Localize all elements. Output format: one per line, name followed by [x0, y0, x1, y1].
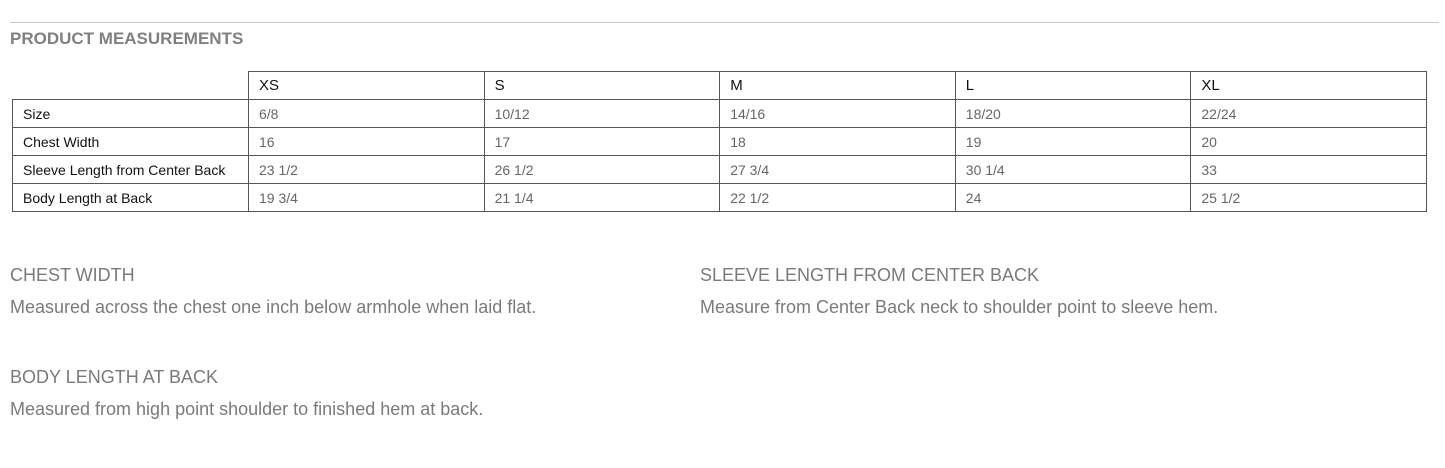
column-header-xs: XS: [249, 72, 485, 100]
table-cell: 27 3/4: [720, 156, 956, 184]
top-divider: [10, 22, 1439, 23]
table-cell: 14/16: [720, 100, 956, 128]
table-cell: 30 1/4: [955, 156, 1191, 184]
table-header-row: [13, 72, 1427, 100]
sleeve-length-title: SLEEVE LENGTH FROM CENTER BACK: [700, 265, 1040, 285]
table-cell: 19 3/4: [249, 184, 485, 212]
table-cell: 20: [1191, 128, 1427, 156]
table-cell: 17: [484, 128, 720, 156]
table-cell: 16: [249, 128, 485, 156]
table-cell: 24: [955, 184, 1191, 212]
table-row-sleeve-length: [13, 156, 1427, 184]
row-label: Sleeve Length from Center Back: [13, 156, 249, 184]
row-label: Chest Width: [13, 128, 249, 156]
table-cell: 33: [1191, 156, 1427, 184]
body-length-title: BODY LENGTH AT BACK: [10, 367, 219, 387]
header-corner-cell: [13, 72, 249, 100]
chest-width-title: CHEST WIDTH: [10, 265, 135, 285]
table-cell: 23 1/2: [249, 156, 485, 184]
row-label: Size: [13, 100, 249, 128]
table-cell: 26 1/2: [484, 156, 720, 184]
sleeve-length-description: Measure from Center Back neck to shoulder point to sleeve hem.: [700, 297, 1219, 317]
column-header-l: L: [955, 72, 1191, 100]
section-title: PRODUCT MEASUREMENTS: [10, 29, 244, 48]
column-header-m: M: [720, 72, 956, 100]
row-label: Body Length at Back: [13, 184, 249, 212]
table-cell: 10/12: [484, 100, 720, 128]
table-cell: 18/20: [955, 100, 1191, 128]
table-cell: 18: [720, 128, 956, 156]
column-header-xl: XL: [1191, 72, 1427, 100]
table-cell: 22 1/2: [720, 184, 956, 212]
body-length-description: Measured from high point shoulder to finished hem at back.: [10, 399, 484, 419]
measurements-table: [12, 71, 1427, 212]
table-cell: 22/24: [1191, 100, 1427, 128]
table-row-body-length: [13, 184, 1427, 212]
column-header-s: S: [484, 72, 720, 100]
chest-width-description: Measured across the chest one inch below armhole when laid flat.: [10, 297, 537, 317]
table-cell: 21 1/4: [484, 184, 720, 212]
table-cell: 6/8: [249, 100, 485, 128]
table-cell: 25 1/2: [1191, 184, 1427, 212]
table-cell: 19: [955, 128, 1191, 156]
table-row-size: [13, 100, 1427, 128]
table-row-chest-width: [13, 128, 1427, 156]
